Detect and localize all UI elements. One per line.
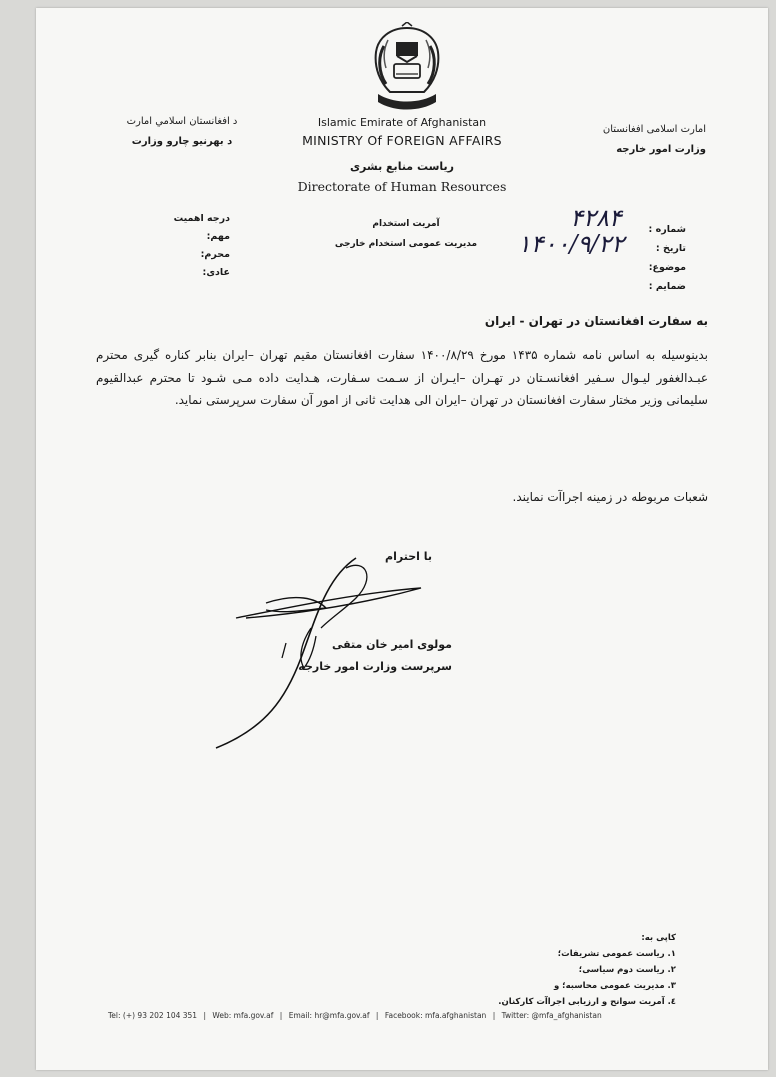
handwritten-number: ۴۲۸۴ (570, 204, 622, 232)
header-right-line-1: امارت اسلامی افغانستان (602, 124, 706, 135)
footer-tel: Tel: (+) 93 202 104 351 (108, 1011, 198, 1020)
priority-block (146, 210, 230, 282)
date-label: تاریخ : (655, 243, 686, 254)
addressee: به سفارت افغانستان در تهران - ایران (484, 314, 708, 328)
cc-item: ۱. ریاست عمومی تشریفات؛ (557, 949, 676, 959)
header-left-line-1: د افغانستان اسلامي امارت (126, 116, 238, 127)
attachments-label: ضمایم : (648, 281, 686, 292)
directorate-en: Directorate of Human Resources (297, 179, 507, 194)
handwritten-date: ۱۴۰۰/۹/۲۲ (517, 230, 625, 258)
number-label: شماره : (648, 224, 686, 235)
department-block (326, 214, 486, 254)
footer-contacts (108, 1011, 628, 1020)
letter-page (36, 8, 768, 1070)
footer-web: Web: mfa.gov.af (212, 1011, 274, 1020)
priority-label: درجه اهمیت (173, 213, 230, 224)
priority-confidential: محرم: (200, 249, 230, 260)
cc-item: ۳. مدیریت عمومی محاسبه؛ و (553, 981, 676, 991)
header-left (102, 112, 262, 152)
cc-block (466, 930, 676, 1010)
signatory-block (256, 634, 452, 678)
directorate-dari: ریاست منابع بشری (349, 160, 455, 173)
body-paragraph-2: شعبات مربوطه در زمینه اجراآت نمایند. (512, 490, 708, 504)
body-paragraph-1: بدینوسیله به اساس نامه شماره ۱۴۳۵ مورخ ۱۴۰۰/۸/۲۹ سفارت افغانستان مقیم تهران –ایران بنابر کناره گیری محترم عبـدالغفور لیـوال سـفیر افغانسـتان در تهـران –ایـران از سـمت سـفارت، هـدایت داده مـی شـود تا محترم عبدالقیوم سلیمانی وزیر مختار سفارت افغانستان در تهران –ایران الی هدایت ثانی از امور آن سفارت سرپرستی نماید. (96, 348, 708, 407)
subject-label: موضوع: (648, 262, 686, 273)
header-right-line-2: وزارت امور خارجه (616, 144, 706, 155)
footer-separator: | (375, 1011, 379, 1020)
closing: با احترام (385, 550, 432, 563)
footer-facebook: Facebook: mfa.afghanistan (384, 1011, 487, 1020)
signatory-title: سرپرست وزارت امور خارجه (298, 660, 452, 673)
emirate-emblem-icon (364, 22, 450, 118)
department-line-1: آمریت استخدام (372, 219, 440, 229)
header-ministry-en: MINISTRY Of FOREIGN AFFAIRS (302, 133, 502, 148)
priority-normal: عادی: (202, 267, 230, 278)
cc-label: کاپی به: (641, 933, 676, 943)
cc-item: ۲. ریاست دوم سیاسی؛ (578, 965, 676, 975)
footer-separator: | (203, 1011, 206, 1020)
cc-item: ٤. آمریت سوانح و ارزیابی اجراآت کارکنان. (498, 997, 676, 1007)
header-left-line-2: د بهرنیو چارو وزارت (131, 136, 233, 147)
footer-email: Email: hr@mfa.gov.af (288, 1011, 370, 1020)
header-center (286, 114, 518, 196)
department-line-2: مدیریت عمومی استخدام خارجی (334, 239, 478, 249)
header-right (566, 120, 706, 160)
footer-separator: | (492, 1011, 496, 1020)
signatory-name: مولوی امیر خان متقی (331, 638, 452, 651)
priority-important: مهم: (206, 231, 230, 242)
footer-twitter: Twitter: @mfa_afghanistan (501, 1011, 602, 1020)
header-emirate-en: Islamic Emirate of Afghanistan (317, 116, 487, 129)
footer-separator: | (279, 1011, 283, 1020)
